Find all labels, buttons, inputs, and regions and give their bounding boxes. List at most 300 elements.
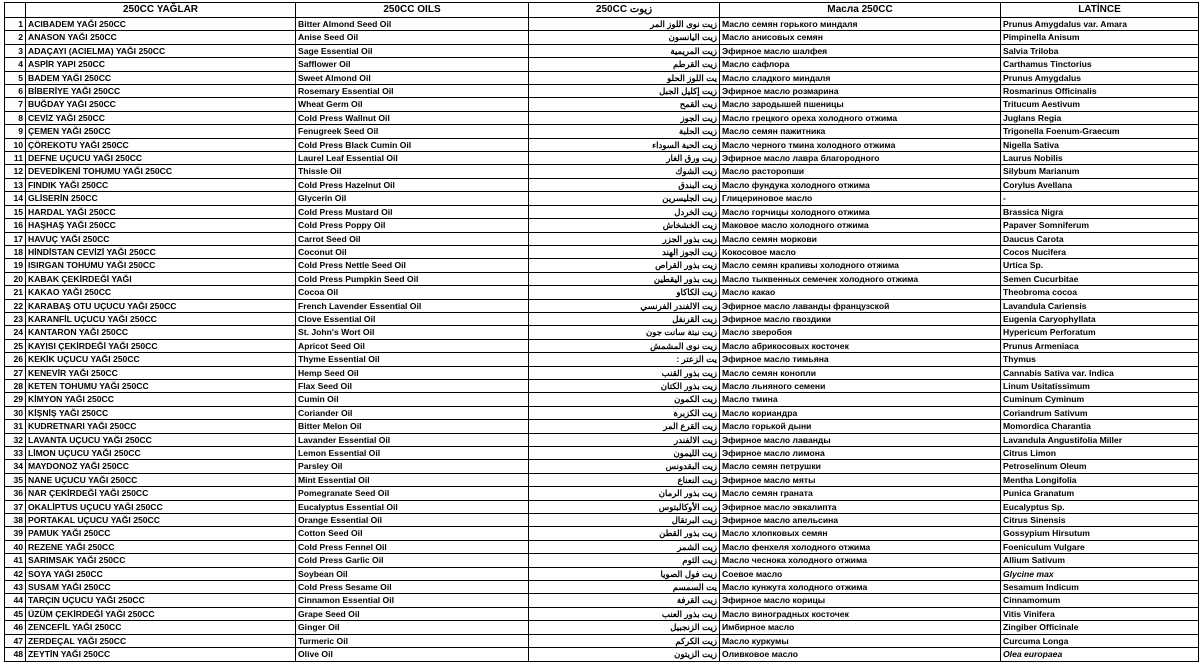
cell-russian: Масло кориандра (720, 406, 1001, 419)
cell-turkish: KABAK ÇEKİRDEĞİ YAĞI (26, 272, 296, 285)
table-row (5, 447, 1199, 460)
cell-latin: Prunus Amygdalus var. Amara (1001, 18, 1199, 31)
cell-russian: Масло хлопковых семян (720, 527, 1001, 540)
cell-arabic: زيت الزنجبيل (529, 621, 720, 634)
table-row (5, 648, 1199, 661)
cell-latin: Foeniculum Vulgare (1001, 540, 1199, 553)
cell-latin: Punica Granatum (1001, 487, 1199, 500)
cell-russian: Кокосовое масло (720, 245, 1001, 258)
cell-russian: Масло расторопши (720, 165, 1001, 178)
cell-english: Cinnamon Essential Oil (296, 594, 529, 607)
cell-arabic: زيت الشمر (529, 540, 720, 553)
cell-turkish: ZENCEFİL YAĞI 250CC (26, 621, 296, 634)
cell-turkish: ÇEMEN YAĞI 250CC (26, 125, 296, 138)
cell-latin: Sesamum Indicum (1001, 581, 1199, 594)
cell-turkish: BADEM YAĞI 250CC (26, 71, 296, 84)
table-row (5, 500, 1199, 513)
cell-arabic: زيت الكزبرة (529, 406, 720, 419)
cell-russian: Масло фенхеля холодного отжима (720, 540, 1001, 553)
cell-turkish: DEVEDİKENİ TOHUMU YAĞI 250CC (26, 165, 296, 178)
cell-english: Parsley Oil (296, 460, 529, 473)
cell-arabic: زيت الجوز الهند (529, 245, 720, 258)
header-latin: LATİNCE (1001, 3, 1199, 18)
cell-latin: Papaver Somniferum (1001, 219, 1199, 232)
cell-latin: Zingiber Officinale (1001, 621, 1199, 634)
cell-russian: Эфирное масло розмарина (720, 85, 1001, 98)
cell-english: Cotton Seed Oil (296, 527, 529, 540)
cell-english: Fenugreek Seed Oil (296, 125, 529, 138)
cell-english: Coriander Oil (296, 406, 529, 419)
cell-english: Orange Essential Oil (296, 514, 529, 527)
cell-latin: Eugenia Caryophyllata (1001, 312, 1199, 325)
cell-arabic: زيت نوى المشمش (529, 339, 720, 352)
cell-turkish: GLİSERİN 250CC (26, 192, 296, 205)
cell-english: Bitter Melon Oil (296, 420, 529, 433)
cell-latin: Curcuma Longa (1001, 634, 1199, 647)
cell-number: 11 (5, 152, 26, 165)
cell-turkish: OKALİPTUS UÇUCU YAĞI 250CC (26, 500, 296, 513)
cell-turkish: ÇÖREKOTU YAĞI 250CC (26, 138, 296, 151)
cell-latin: Linum Usitatissimum (1001, 379, 1199, 392)
cell-arabic: زيت الخشخاش (529, 219, 720, 232)
cell-turkish: MAYDONOZ YAĞI 250CC (26, 460, 296, 473)
cell-arabic: زيت بذور اليقطين (529, 272, 720, 285)
cell-latin: Prunus Armeniaca (1001, 339, 1199, 352)
cell-english: Rosemary Essential Oil (296, 85, 529, 98)
cell-english: Wheat Germ Oil (296, 98, 529, 111)
table-row (5, 98, 1199, 111)
cell-arabic: زيت الشوك (529, 165, 720, 178)
header-row (5, 3, 1199, 18)
cell-turkish: ISIRGAN TOHUMU YAĞI 250CC (26, 259, 296, 272)
cell-number: 24 (5, 326, 26, 339)
cell-russian: Эфирное масло лимона (720, 447, 1001, 460)
cell-turkish: SARIMSAK YAĞI 250CC (26, 554, 296, 567)
table-row (5, 259, 1199, 272)
header-arabic: 250CC زيوت (529, 3, 720, 18)
cell-number: 20 (5, 272, 26, 285)
cell-english: St. John's Wort Oil (296, 326, 529, 339)
cell-russian: Глицериновое масло (720, 192, 1001, 205)
cell-arabic: زيت البرتقال (529, 514, 720, 527)
cell-latin: Gossypium Hirsutum (1001, 527, 1199, 540)
cell-number: 22 (5, 299, 26, 312)
cell-latin: Coriandrum Sativum (1001, 406, 1199, 419)
cell-latin: Vitis Vinifera (1001, 607, 1199, 620)
table-row (5, 152, 1199, 165)
cell-english: Grape Seed Oil (296, 607, 529, 620)
table-row (5, 406, 1199, 419)
cell-arabic: زيت فول الصويا (529, 567, 720, 580)
cell-russian: Масло тмина (720, 393, 1001, 406)
cell-turkish: KEKİK UÇUCU YAĞI 250CC (26, 353, 296, 366)
table-row (5, 18, 1199, 31)
cell-turkish: HAVUÇ YAĞI 250CC (26, 232, 296, 245)
cell-number: 19 (5, 259, 26, 272)
table-row (5, 420, 1199, 433)
table-row (5, 272, 1199, 285)
cell-number: 21 (5, 286, 26, 299)
cell-number: 45 (5, 607, 26, 620)
cell-arabic: زيت الحبة السوداء (529, 138, 720, 151)
cell-arabic: زيت ورق الغار (529, 152, 720, 165)
cell-number: 15 (5, 205, 26, 218)
cell-english: Turmeric Oil (296, 634, 529, 647)
cell-number: 26 (5, 353, 26, 366)
table-header (5, 3, 1199, 18)
cell-number: 33 (5, 447, 26, 460)
cell-turkish: ZERDEÇAL YAĞI 250CC (26, 634, 296, 647)
cell-english: Cold Press Poppy Oil (296, 219, 529, 232)
table-row (5, 379, 1199, 392)
cell-russian: Масло абрикосовых косточек (720, 339, 1001, 352)
cell-arabic: زيت المريمية (529, 44, 720, 57)
cell-russian: Эфирное масло шалфея (720, 44, 1001, 57)
cell-latin: Cannabis Sativa var. Indica (1001, 366, 1199, 379)
cell-latin: Brassica Nigra (1001, 205, 1199, 218)
cell-english: Laurel Leaf Essential Oil (296, 152, 529, 165)
table-row (5, 366, 1199, 379)
cell-number: 2 (5, 31, 26, 44)
cell-number: 41 (5, 554, 26, 567)
cell-russian: Соевое масло (720, 567, 1001, 580)
cell-number: 34 (5, 460, 26, 473)
cell-turkish: PORTAKAL UÇUCU YAĞI 250CC (26, 514, 296, 527)
cell-russian: Масло грецкого ореха холодного отжима (720, 111, 1001, 124)
cell-latin: Pimpinella Anisum (1001, 31, 1199, 44)
cell-number: 32 (5, 433, 26, 446)
table-row (5, 31, 1199, 44)
cell-english: Lemon Essential Oil (296, 447, 529, 460)
cell-number: 7 (5, 98, 26, 111)
cell-turkish: CEVİZ YAĞI 250CC (26, 111, 296, 124)
cell-russian: Эфирное масло гвоздики (720, 312, 1001, 325)
cell-latin: Lavandula Cariensis (1001, 299, 1199, 312)
table-row (5, 85, 1199, 98)
table-row (5, 339, 1199, 352)
cell-number: 28 (5, 379, 26, 392)
cell-turkish: ADAÇAYI (ACIELMA) YAĞI 250CC (26, 44, 296, 57)
cell-arabic: زيت الزيتون (529, 648, 720, 661)
cell-russian: Масло семян крапивы холодного отжима (720, 259, 1001, 272)
cell-number: 23 (5, 312, 26, 325)
table-row (5, 125, 1199, 138)
table-row (5, 178, 1199, 191)
cell-arabic: زيت الجليسرين (529, 192, 720, 205)
cell-turkish: LAVANTA UÇUCU YAĞI 250CC (26, 433, 296, 446)
cell-russian: Эфирное масло лаванды французской (720, 299, 1001, 312)
cell-latin: Lavandula Angustifolia Miller (1001, 433, 1199, 446)
cell-latin: Carthamus Tinctorius (1001, 58, 1199, 71)
cell-arabic: زيت بذور العنب (529, 607, 720, 620)
table-row (5, 487, 1199, 500)
table-row (5, 581, 1199, 594)
cell-latin: Corylus Avellana (1001, 178, 1199, 191)
cell-latin: Urtica Sp. (1001, 259, 1199, 272)
cell-russian: Масло чеснока холодного отжима (720, 554, 1001, 567)
cell-russian: Масло льняного семени (720, 379, 1001, 392)
cell-turkish: HARDAL YAĞI 250CC (26, 205, 296, 218)
cell-number: 10 (5, 138, 26, 151)
cell-latin: Glycine max (1001, 567, 1199, 580)
cell-number: 4 (5, 58, 26, 71)
table-row (5, 326, 1199, 339)
oil-table (4, 2, 1199, 662)
cell-english: Lavander Essential Oil (296, 433, 529, 446)
table-row (5, 205, 1199, 218)
cell-russian: Масло черного тмина холодного отжима (720, 138, 1001, 151)
cell-turkish: REZENE YAĞI 250CC (26, 540, 296, 553)
cell-english: Anise Seed Oil (296, 31, 529, 44)
cell-arabic: زيت نوى اللوز المر (529, 18, 720, 31)
cell-number: 18 (5, 245, 26, 258)
table-row (5, 460, 1199, 473)
cell-latin: Tritucum Aestivum (1001, 98, 1199, 111)
table-row (5, 192, 1199, 205)
cell-latin: Silybum Marianum (1001, 165, 1199, 178)
table-row (5, 433, 1199, 446)
cell-latin: Allium Sativum (1001, 554, 1199, 567)
table-row (5, 219, 1199, 232)
cell-turkish: KARABAŞ OTU UÇUCU YAĞI 250CC (26, 299, 296, 312)
cell-english: Thyme Essential Oil (296, 353, 529, 366)
cell-latin: Citrus Sinensis (1001, 514, 1199, 527)
table-row (5, 473, 1199, 486)
cell-english: Hemp Seed Oil (296, 366, 529, 379)
cell-number: 39 (5, 527, 26, 540)
cell-number: 3 (5, 44, 26, 57)
cell-arabic: يت اللوز الحلو (529, 71, 720, 84)
cell-number: 9 (5, 125, 26, 138)
cell-turkish: DEFNE UÇUCU YAĞI 250CC (26, 152, 296, 165)
cell-number: 5 (5, 71, 26, 84)
cell-latin: Daucus Carota (1001, 232, 1199, 245)
header-turkish: 250CC YAĞLAR (26, 3, 296, 18)
cell-russian: Масло семян петрушки (720, 460, 1001, 473)
cell-number: 25 (5, 339, 26, 352)
cell-arabic: زيت القرنفل (529, 312, 720, 325)
cell-latin: Cinnamomum (1001, 594, 1199, 607)
cell-russian: Масло сафлора (720, 58, 1001, 71)
cell-latin: Salvia Triloba (1001, 44, 1199, 57)
cell-english: Cold Press Black Cumin Oil (296, 138, 529, 151)
cell-russian: Масло тыквенных семечек холодного отжима (720, 272, 1001, 285)
cell-number: 37 (5, 500, 26, 513)
cell-russian: Масло семян граната (720, 487, 1001, 500)
cell-arabic: زيت الالفندر الفرنسي (529, 299, 720, 312)
cell-russian: Масло семян моркови (720, 232, 1001, 245)
cell-russian: Масло зверобоя (720, 326, 1001, 339)
cell-english: Sweet Almond Oil (296, 71, 529, 84)
cell-english: Cold Press Nettle Seed Oil (296, 259, 529, 272)
cell-russian: Маковое масло холодного отжима (720, 219, 1001, 232)
cell-number: 47 (5, 634, 26, 647)
cell-russian: Масло семян горького миндаля (720, 18, 1001, 31)
cell-arabic: زيت الالفندر (529, 433, 720, 446)
cell-turkish: ZEYTİN YAĞI 250CC (26, 648, 296, 661)
cell-turkish: KARANFİL UÇUCU YAĞI 250CC (26, 312, 296, 325)
cell-turkish: HİNDİSTAN CEVİZİ YAĞI 250CC (26, 245, 296, 258)
cell-russian: Масло зародышей пшеницы (720, 98, 1001, 111)
cell-english: Cocoa Oil (296, 286, 529, 299)
cell-english: Cold Press Hazelnut Oil (296, 178, 529, 191)
cell-number: 31 (5, 420, 26, 433)
cell-number: 40 (5, 540, 26, 553)
header-number (5, 3, 26, 18)
cell-english: Apricot Seed Oil (296, 339, 529, 352)
table-row (5, 58, 1199, 71)
cell-number: 42 (5, 567, 26, 580)
cell-arabic: زيت بذور الكتان (529, 379, 720, 392)
cell-turkish: KAYISI ÇEKİRDEĞİ YAĞI 250CC (26, 339, 296, 352)
cell-arabic: زيت القرطم (529, 58, 720, 71)
cell-turkish: SUSAM YAĞI 250CC (26, 581, 296, 594)
cell-number: 27 (5, 366, 26, 379)
cell-arabic: زيت القمح (529, 98, 720, 111)
cell-arabic: زيت النعناع (529, 473, 720, 486)
table-row (5, 393, 1199, 406)
cell-russian: Масло кунжута холодного отжима (720, 581, 1001, 594)
table-row (5, 245, 1199, 258)
table-row (5, 353, 1199, 366)
cell-arabic: زيت اليانسون (529, 31, 720, 44)
header-russian: Масла 250CC (720, 3, 1001, 18)
cell-russian: Эфирное масло корицы (720, 594, 1001, 607)
cell-turkish: ÜZÜM ÇEKİRDEĞİ YAĞI 250CC (26, 607, 296, 620)
cell-number: 46 (5, 621, 26, 634)
cell-latin: Trigonella Foenum-Graecum (1001, 125, 1199, 138)
table-row (5, 514, 1199, 527)
cell-russian: Эфирное масло тимьяна (720, 353, 1001, 366)
cell-russian: Масло семян конопли (720, 366, 1001, 379)
table-row (5, 111, 1199, 124)
cell-arabic: زيت الكاكاو (529, 286, 720, 299)
cell-english: French Lavender Essential Oil (296, 299, 529, 312)
cell-arabic: زيت القرفة (529, 594, 720, 607)
cell-arabic: زيت الجوز (529, 111, 720, 124)
cell-english: Cold Press Mustard Oil (296, 205, 529, 218)
cell-english: Bitter Almond Seed Oil (296, 18, 529, 31)
cell-latin: Nigella Sativa (1001, 138, 1199, 151)
cell-latin: Olea europaea (1001, 648, 1199, 661)
cell-number: 13 (5, 178, 26, 191)
cell-arabic: يت الزعتر : (529, 353, 720, 366)
table-row (5, 299, 1199, 312)
cell-russian: Масло анисовых семян (720, 31, 1001, 44)
cell-arabic: زيت بذور الرمان (529, 487, 720, 500)
cell-turkish: KİŞNİŞ YAĞI 250CC (26, 406, 296, 419)
cell-turkish: KENEVİR YAĞI 250CC (26, 366, 296, 379)
cell-number: 8 (5, 111, 26, 124)
cell-latin: Citrus Limon (1001, 447, 1199, 460)
cell-russian: Масло горчицы холодного отжима (720, 205, 1001, 218)
cell-number: 6 (5, 85, 26, 98)
cell-arabic: زيت الأوكالبتوس (529, 500, 720, 513)
table-row (5, 554, 1199, 567)
cell-latin: Prunus Amygdalus (1001, 71, 1199, 84)
cell-turkish: NAR ÇEKİRDEĞİ YAĞI 250CC (26, 487, 296, 500)
cell-arabic: زيت الكمون (529, 393, 720, 406)
cell-turkish: BİBERİYE YAĞI 250CC (26, 85, 296, 98)
cell-arabic: زيت بذور القنب (529, 366, 720, 379)
cell-english: Cumin Oil (296, 393, 529, 406)
cell-arabic: زيت الخردل (529, 205, 720, 218)
cell-latin: Semen Cucurbitae (1001, 272, 1199, 285)
cell-latin: Cuminum Cyminum (1001, 393, 1199, 406)
cell-turkish: KANTARON YAĞI 250CC (26, 326, 296, 339)
cell-latin: Cocos Nucifera (1001, 245, 1199, 258)
cell-number: 29 (5, 393, 26, 406)
cell-turkish: HAŞHAŞ YAĞI 250CC (26, 219, 296, 232)
cell-turkish: KUDRETNARI YAĞI 250CC (26, 420, 296, 433)
table-row (5, 71, 1199, 84)
cell-number: 1 (5, 18, 26, 31)
cell-russian: Эфирное масло эвкалипта (720, 500, 1001, 513)
cell-english: Ginger Oil (296, 621, 529, 634)
cell-arabic: زيت نبتة سانت جون (529, 326, 720, 339)
cell-arabic: زيت البندق (529, 178, 720, 191)
cell-russian: Эфирное масло лавра благородного (720, 152, 1001, 165)
cell-arabic: زيت إكليل الجبل (529, 85, 720, 98)
cell-number: 44 (5, 594, 26, 607)
table-row (5, 312, 1199, 325)
table-row (5, 567, 1199, 580)
cell-number: 16 (5, 219, 26, 232)
cell-english: Cold Press Wallnut Oil (296, 111, 529, 124)
cell-english: Cold Press Garlic Oil (296, 554, 529, 567)
cell-turkish: NANE UÇUCU YAĞI 250CC (26, 473, 296, 486)
cell-russian: Масло горькой дыни (720, 420, 1001, 433)
cell-russian: Масло сладкого миндаля (720, 71, 1001, 84)
table-row (5, 138, 1199, 151)
cell-russian: Масло виноградных косточек (720, 607, 1001, 620)
table-row (5, 527, 1199, 540)
header-english: 250CC OILS (296, 3, 529, 18)
cell-number: 43 (5, 581, 26, 594)
cell-number: 14 (5, 192, 26, 205)
cell-russian: Масло семян пажитника (720, 125, 1001, 138)
cell-number: 30 (5, 406, 26, 419)
cell-english: Carrot Seed Oil (296, 232, 529, 245)
cell-latin: Theobroma cocoa (1001, 286, 1199, 299)
cell-latin: Momordica Charantia (1001, 420, 1199, 433)
cell-arabic: زيت القرع المر (529, 420, 720, 433)
cell-english: Cold Press Pumpkin Seed Oil (296, 272, 529, 285)
cell-number: 48 (5, 648, 26, 661)
cell-number: 12 (5, 165, 26, 178)
cell-turkish: ANASON YAĞI 250CC (26, 31, 296, 44)
cell-russian: Эфирное масло мяты (720, 473, 1001, 486)
cell-turkish: ACIBADEM YAĞI 250CC (26, 18, 296, 31)
cell-latin: Laurus Nobilis (1001, 152, 1199, 165)
table-row (5, 540, 1199, 553)
cell-english: Mint Essential Oil (296, 473, 529, 486)
cell-english: Pomegranate Seed Oil (296, 487, 529, 500)
table-body (5, 18, 1199, 662)
cell-english: Soybean Oil (296, 567, 529, 580)
table-row (5, 232, 1199, 245)
cell-english: Cold Press Sesame Oil (296, 581, 529, 594)
cell-english: Sage Essential Oil (296, 44, 529, 57)
cell-english: Cold Press Fennel Oil (296, 540, 529, 553)
cell-russian: Масло какао (720, 286, 1001, 299)
cell-arabic: زيت الثوم (529, 554, 720, 567)
cell-latin: Juglans Regia (1001, 111, 1199, 124)
cell-turkish: KİMYON YAĞI 250CC (26, 393, 296, 406)
cell-arabic: زيت الحلبة (529, 125, 720, 138)
cell-english: Coconut Oil (296, 245, 529, 258)
table-row (5, 286, 1199, 299)
